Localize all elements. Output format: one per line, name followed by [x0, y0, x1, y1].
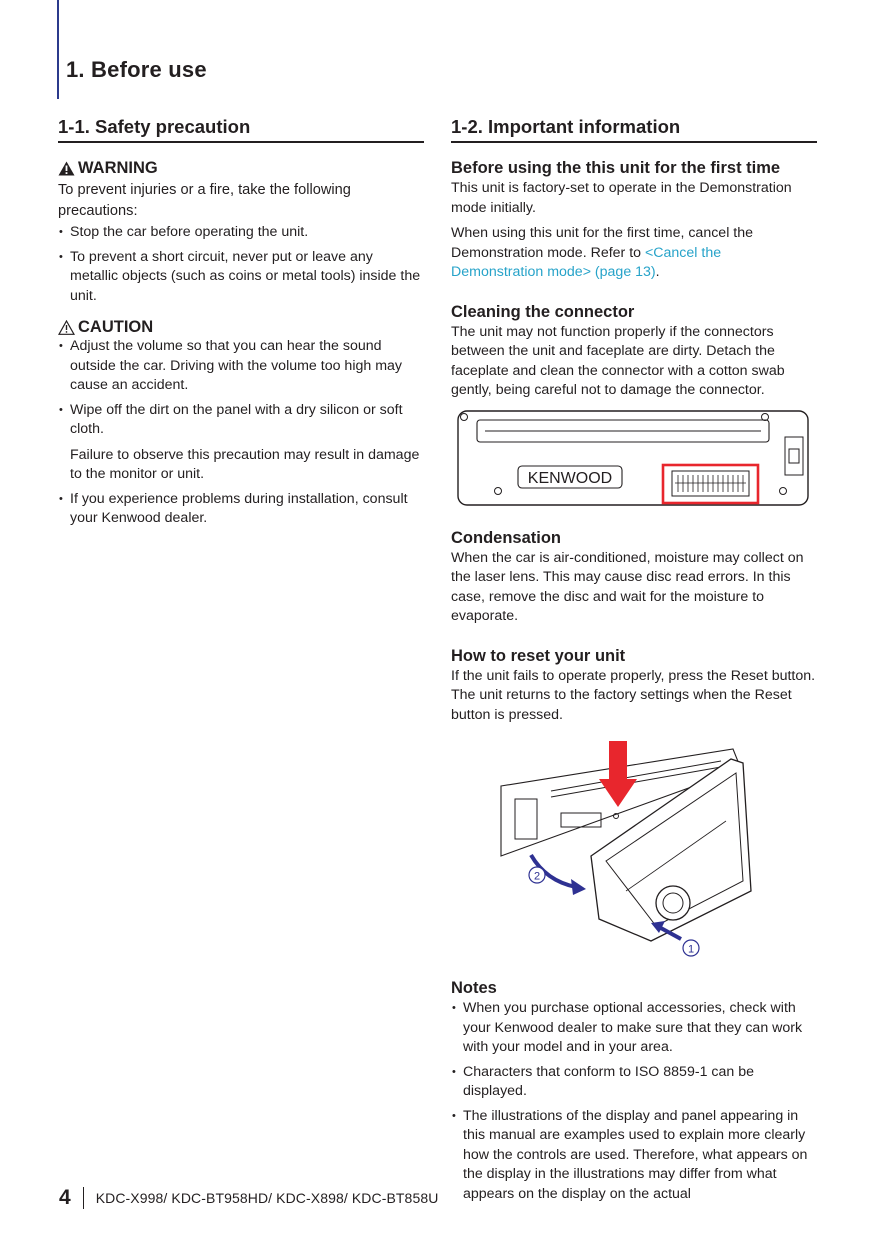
list-item — [58, 401, 424, 485]
first-time-paragraph-1: This unit is factory-set to operate in the Demonstration mode initially. — [451, 180, 792, 216]
list-item-text: Wipe off the dirt on the panel with a dry silicon or soft cloth. — [70, 401, 403, 437]
connector-illustration — [451, 407, 815, 511]
list-item: • To prevent a short circuit, never put or leave any metallic objects (such as coins or metal tools) inside the unit. — [58, 248, 424, 307]
first-time-text: When using this unit for the first time, cancel the Demonstration mode. Refer to — [451, 225, 754, 261]
list-item: • When you purchase optional accessories, check with your Kenwood dealer to make sure that they can work with your model and in your area. — [451, 999, 817, 1058]
warning-triangle-icon — [58, 161, 75, 176]
first-time-paragraph-2 — [451, 224, 817, 283]
warning-label: WARNING — [78, 159, 158, 177]
caution-triangle-icon — [58, 320, 75, 335]
warning-intro: To prevent injuries or a fire, take the following precautions: — [58, 182, 351, 219]
footer-divider — [83, 1187, 84, 1209]
caution-list — [58, 337, 424, 529]
volume-knob-icon — [656, 886, 690, 920]
subheading-reset: How to reset your unit — [451, 646, 626, 665]
subheading-cleaning: Cleaning the connector — [451, 302, 635, 321]
list-item: • If you experience problems during installation, consult your Kenwood dealer. — [58, 490, 424, 529]
cleaning-paragraph: The unit may not function properly if the connectors between the unit and faceplate are dirty. Detach the faceplate and clean the connector with a cotton swab gently, being careful not to damage the connector. — [451, 323, 785, 398]
caution-heading — [58, 318, 424, 337]
subheading-notes: Notes — [451, 979, 497, 997]
list-item-extra: Failure to observe this precaution may result in damage to the monitor or unit. — [70, 446, 420, 482]
cancel-demo-link[interactable]: <Cancel the Demonstration mode> (page 13) — [451, 244, 722, 280]
list-item: • Adjust the volume so that you can hear the sound outside the car. Driving with the volume too high may cause an accident. — [58, 337, 424, 396]
kenwood-logo-text: KENWOOD — [527, 469, 613, 487]
warning-heading — [58, 159, 424, 178]
reset-illustration — [451, 741, 815, 971]
step-2-label: 2 — [533, 870, 541, 883]
chapter-side-rule — [57, 0, 59, 99]
notes-list — [451, 999, 817, 1204]
warning-list — [58, 223, 424, 306]
safety-column — [58, 116, 424, 537]
section-title-safety: 1-1. Safety precaution — [58, 116, 424, 143]
list-item: • Stop the car before operating the unit. — [58, 223, 424, 243]
subheading-condensation: Condensation — [451, 528, 561, 547]
chapter-title: 1. Before use — [66, 57, 207, 82]
caution-label: CAUTION — [78, 318, 154, 336]
condensation-paragraph: When the car is air-conditioned, moisture may collect on the laser lens. This may cause disc read errors. In this case, remove the disc and wait for the moisture to evaporate. — [451, 549, 804, 624]
page-footer — [59, 1186, 438, 1210]
first-time-suffix: . — [655, 264, 660, 280]
important-column — [451, 116, 817, 1212]
model-list: KDC-X998/ KDC-BT958HD/ KDC-X898/ KDC-BT858U — [95, 1190, 439, 1206]
section-title-important: 1-2. Important information — [451, 116, 817, 143]
subheading-first-time: Before using the this unit for the first time — [451, 159, 781, 177]
step-1-label: 1 — [687, 943, 695, 956]
page-number: 4 — [59, 1186, 71, 1209]
list-item: • The illustrations of the display and panel appearing in this manual are examples used to explain more clearly how the controls are used. Therefore, what appears on the display in the illustrations may differ from what appears on the display on the actual — [451, 1107, 817, 1205]
list-item: • Characters that conform to ISO 8859-1 can be displayed. — [451, 1063, 817, 1102]
reset-paragraph: If the unit fails to operate properly, press the Reset button. The unit returns to the factory settings when the Reset button is pressed. — [451, 667, 816, 723]
